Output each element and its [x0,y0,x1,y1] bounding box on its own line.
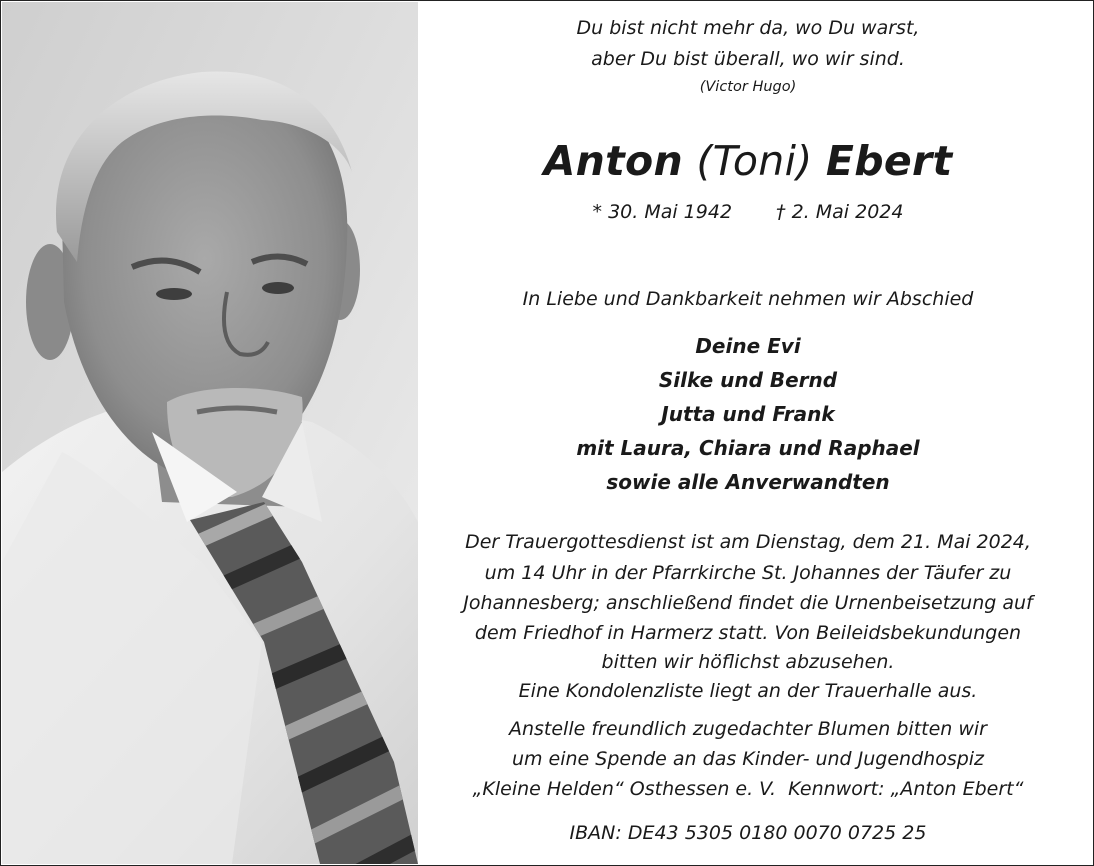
nickname: (Toni) [696,137,813,185]
last-name: Ebert [825,137,953,185]
first-name: Anton [543,137,683,185]
donation-line: Anstelle freundlich zugedachter Blumen bitten wir [508,718,987,740]
obituary-text [419,1,1077,865]
service-line: Eine Kondolenzliste liegt an der Trauerhalle aus. [518,680,978,702]
portrait-photo [2,2,418,864]
service-line: Johannesberg; anschließend findet die Urnenbeisetzung auf [463,592,1033,614]
quote-line-2: aber Du bist überall, wo wir sind. [591,48,905,70]
death-date: † 2. Mai 2024 [776,201,904,223]
service-line: bitten wir höflichst abzusehen. [601,651,895,673]
quote-author: (Victor Hugo) [699,79,797,95]
iban: IBAN: DE43 5305 0180 0070 0725 25 [569,822,927,844]
mourner-line: Silke und Bernd [658,368,838,392]
service-line: Der Trauergottesdienst ist am Dienstag, dem 21. Mai 2024, [465,531,1031,553]
deceased-name [419,137,1077,185]
mourner-line: sowie alle Anverwandten [606,470,890,494]
mourner-line: Deine Evi [695,334,801,358]
life-dates [419,201,1077,223]
donation-line: „Kleine Helden“ Osthessen e. V. Kennwort: „Anton Ebert“ [472,778,1024,800]
birth-date: * 30. Mai 1942 [592,201,733,223]
donation-line: um eine Spende an das Kinder- und Jugendhospiz [511,748,985,770]
mourner-line: mit Laura, Chiara und Raphael [576,436,920,460]
mourner-line: Jutta und Frank [661,402,835,426]
service-line: um 14 Uhr in der Pfarrkirche St. Johannes der Täufer zu [484,562,1012,584]
quote-line-1: Du bist nicht mehr da, wo Du warst, [576,17,920,39]
farewell-intro: In Liebe und Dankbarkeit nehmen wir Abschied [522,288,974,310]
service-line: dem Friedhof in Harmerz statt. Von Beileidsbekundungen [474,622,1022,644]
